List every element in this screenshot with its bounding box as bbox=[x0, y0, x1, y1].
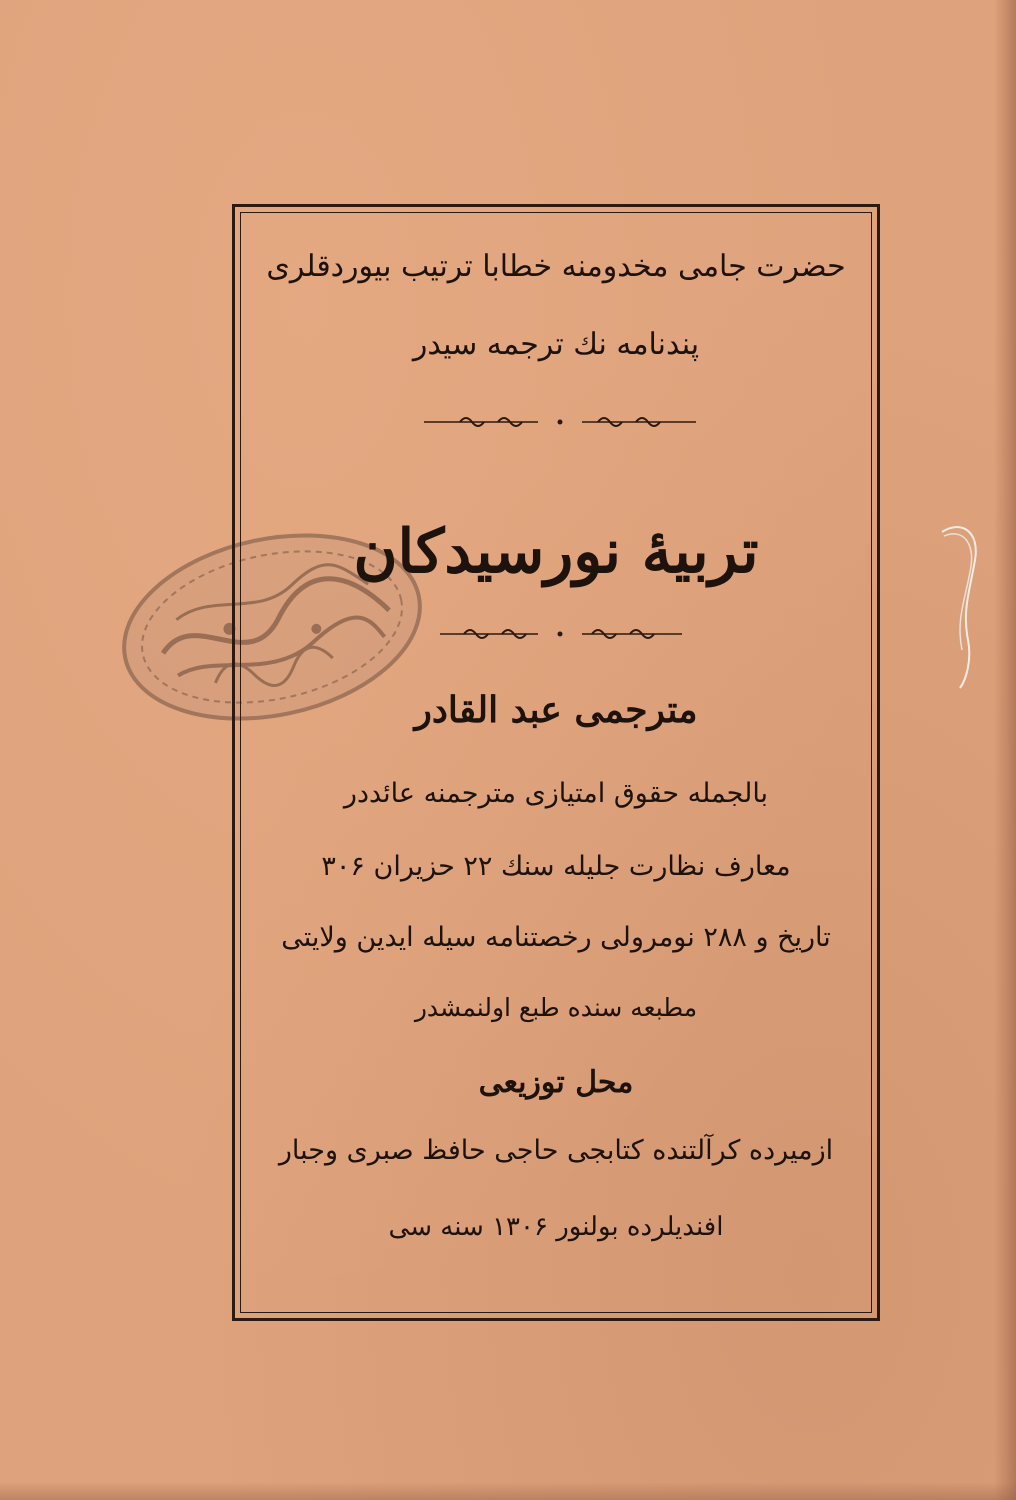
ornament-divider-icon bbox=[420, 412, 700, 432]
binding-thread-icon bbox=[940, 520, 990, 690]
print-line: مطبعه سنده طبع اولنمشدر bbox=[414, 993, 698, 1022]
ornament-divider-icon bbox=[420, 624, 700, 644]
translator-line: مترجمی عبد القادر bbox=[414, 689, 698, 731]
page-edge-shadow bbox=[994, 0, 1016, 1500]
rights-line: بالجمله حقوق امتیازی مترجمنه عائددر bbox=[343, 778, 769, 809]
header-line-2: پندنامه نك ترجمه سیدر bbox=[412, 327, 700, 362]
book-title: تربیهٔ نورسیدكان bbox=[353, 517, 759, 587]
header-line-1: حضرت جامی مخدومنه خطابا ترتیب بیوردقلری bbox=[266, 249, 846, 284]
distribution-heading: محل توزیعی bbox=[478, 1065, 634, 1100]
distribution-line-2: افندیلرده بولنور ۱۳۰۶ سنه سی bbox=[388, 1212, 724, 1242]
permit-line-1: معارف نظارت جلیله سنك ۲۲ حزیران ۳۰۶ bbox=[321, 851, 791, 882]
distribution-line-1: ازمیرده كرآلتنده كتابجی حاجی حافظ صبری وجبار bbox=[278, 1135, 834, 1166]
permit-line-2: تاریخ و ۲۸۸ نومرولی رخصتنامه سیله ایدین ولایتی bbox=[281, 922, 831, 953]
page-bottom-shadow bbox=[0, 1482, 1016, 1500]
